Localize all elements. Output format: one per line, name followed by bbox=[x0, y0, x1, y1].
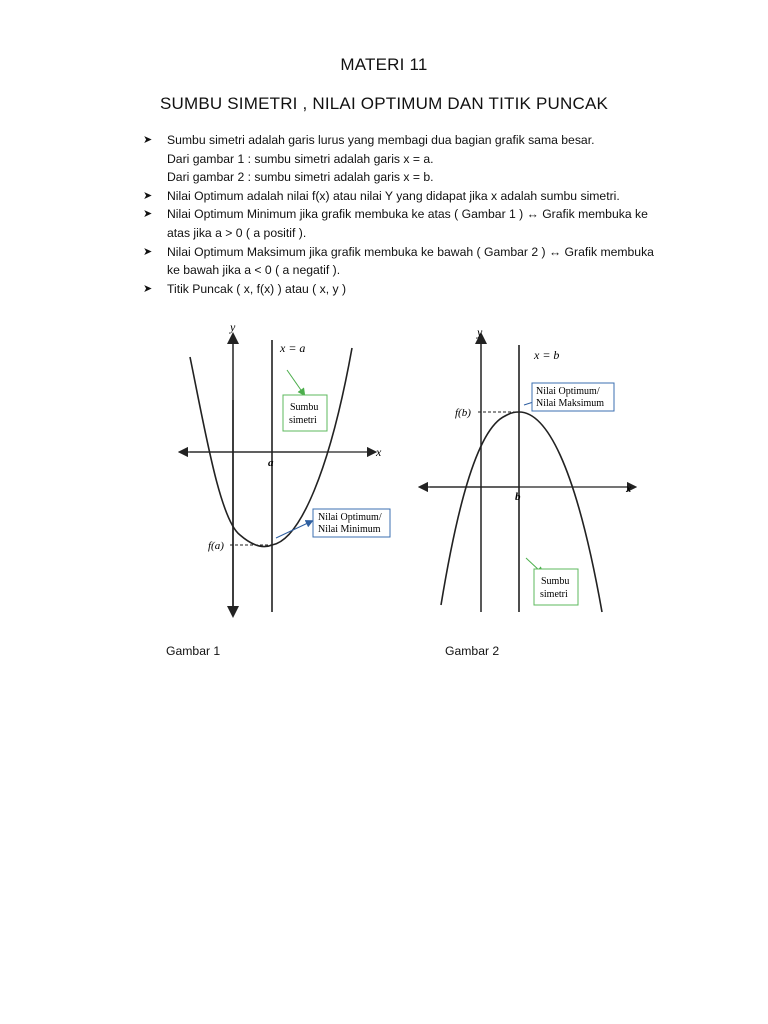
bullet-line: Dari gambar 2 : sumbu simetri adalah garis x = b. bbox=[167, 170, 434, 185]
green-arrow bbox=[287, 370, 303, 393]
fig1-box2-line2: Nilai Minimum bbox=[318, 524, 381, 535]
page-title: MATERI 11 bbox=[340, 55, 428, 74]
fig2-y-label: y bbox=[477, 325, 483, 339]
fig1-y-label: y bbox=[230, 320, 236, 334]
fig2-x-label: x bbox=[626, 481, 632, 495]
arrow-bullet-icon: ➤ bbox=[143, 134, 153, 146]
fig1-box1-line1: Sumbu bbox=[290, 402, 319, 413]
fig1-axis-line-label: x = a bbox=[280, 341, 306, 355]
fig2-box1-line2: Nilai Maksimum bbox=[536, 398, 605, 409]
fig1-box1-line2: simetri bbox=[289, 415, 317, 426]
bullet-line: ke bawah jika a < 0 ( a negatif ). bbox=[167, 263, 341, 278]
figure-2-caption: Gambar 2 bbox=[445, 644, 500, 658]
arrow-bullet-icon: ➤ bbox=[143, 208, 153, 221]
arrow-bullet-icon: ➤ bbox=[143, 189, 153, 202]
bullet-line: Nilai Optimum Minimum jika grafik membuka ke atas ( Gambar 1 ) ↔ Grafik membuka ke bbox=[167, 207, 648, 222]
fig1-f-label: f(a) bbox=[208, 540, 224, 552]
fig2-b-label: b bbox=[515, 491, 521, 503]
fig1-x-label: x bbox=[376, 445, 382, 459]
bullet-line: Titik Puncak ( x, f(x) ) atau ( x, y ) bbox=[167, 281, 347, 296]
page-subtitle: SUMBU SIMETRI , NILAI OPTIMUM DAN TITIK PUNCAK bbox=[159, 94, 609, 113]
arrow-bullet-icon: ➤ bbox=[143, 282, 153, 295]
bullet-line: Dari gambar 1 : sumbu simetri adalah garis x = a. bbox=[167, 151, 434, 166]
fig2-box2-line1: Sumbu bbox=[541, 576, 570, 587]
blue-arrow bbox=[276, 522, 310, 538]
fig1-a-label: a bbox=[268, 457, 274, 469]
fig2-f-label: f(b) bbox=[455, 407, 471, 419]
fig2-box2-line2: simetri bbox=[540, 589, 568, 600]
bullet-line: Sumbu simetri adalah garis lurus yang membagi dua bagian grafik sama besar. bbox=[167, 133, 595, 147]
bullet-line: atas jika a > 0 ( a positif ). bbox=[167, 225, 307, 240]
fig2-axis-line-label: x = b bbox=[534, 348, 560, 362]
bullet-line: Nilai Optimum adalah nilai f(x) atau nilai Y yang didapat jika x adalah sumbu simetri. bbox=[167, 188, 620, 203]
fig2-box1-line1: Nilai Optimum/ bbox=[536, 386, 600, 397]
arrow-bullet-icon: ➤ bbox=[143, 245, 153, 258]
bullet-line: Nilai Optimum Maksimum jika grafik membuka ke bawah ( Gambar 2 ) ↔ Grafik membuka bbox=[167, 244, 654, 259]
fig1-box2-line1: Nilai Optimum/ bbox=[318, 512, 382, 523]
figure-1-caption: Gambar 1 bbox=[166, 644, 221, 658]
